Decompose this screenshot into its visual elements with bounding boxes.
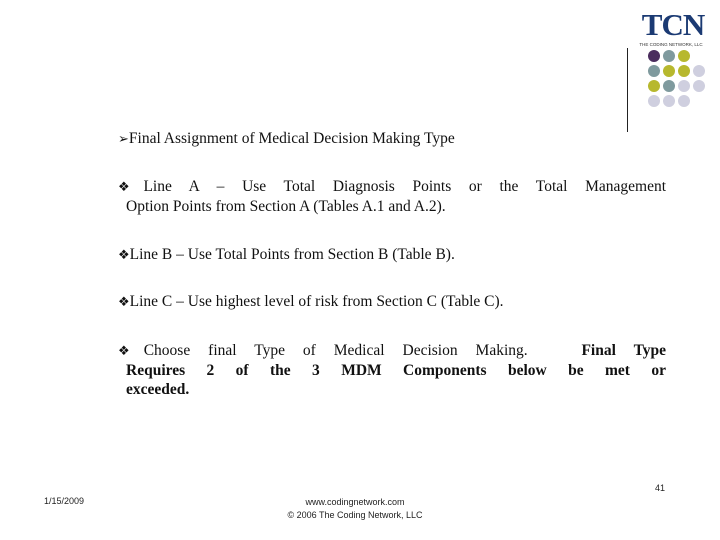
decorative-dot <box>678 80 690 92</box>
slide-heading <box>118 130 455 148</box>
decorative-dot <box>648 95 660 107</box>
decorative-dot <box>648 80 660 92</box>
diamond-bullet-icon: ❖ <box>118 295 130 310</box>
bullet-text: Line C – Use highest level of risk from Section C (Table C). <box>129 293 504 310</box>
bullet-text: Line B – Use Total Points from Section B (Table B). <box>129 246 455 263</box>
diamond-bullet-icon: ❖ <box>118 344 144 359</box>
decorative-divider <box>627 48 628 132</box>
page-number: 41 <box>654 483 665 493</box>
arrow-bullet-icon: ➢ <box>118 132 129 147</box>
logo-text: TCN <box>641 7 705 42</box>
bullet-item <box>118 292 666 312</box>
bullet-item <box>118 341 666 399</box>
bullet-text-continued: Option Points from Section A (Tables A.1 and A.2). <box>126 198 446 215</box>
heading-text: Final Assignment of Medical Decision Making Type <box>128 130 455 147</box>
decorative-dot <box>663 65 675 77</box>
bullet-text: Choose final Type of Medical Decision Making. <box>143 342 528 359</box>
decorative-dot <box>648 50 660 62</box>
footer-date: 1/15/2009 <box>44 496 85 506</box>
decorative-dot <box>693 65 705 77</box>
decorative-dot <box>663 95 675 107</box>
bullet-text-continued: exceeded. <box>126 381 190 398</box>
company-logo <box>630 8 712 48</box>
decorative-dot-grid <box>640 48 720 123</box>
decorative-dot <box>678 95 690 107</box>
bullet-text-continued: Requires 2 of the 3 MDM Components below be met or <box>126 362 666 379</box>
bullet-text: Line A – Use Total Diagnosis Points or the Total Management <box>143 178 667 195</box>
decorative-dot <box>663 50 675 62</box>
decorative-dot <box>693 80 705 92</box>
decorative-dot <box>678 50 690 62</box>
diamond-bullet-icon: ❖ <box>118 248 130 263</box>
decorative-dot <box>663 80 675 92</box>
bullet-text-bold: Final Type <box>581 342 667 359</box>
bullet-item <box>118 177 666 216</box>
footer-website[interactable]: www.codingnetwork.com <box>305 497 405 507</box>
diamond-bullet-icon: ❖ <box>118 180 144 195</box>
decorative-dot <box>648 65 660 77</box>
logo-subtext: THE CODING NETWORK, LLC <box>639 42 703 47</box>
bullet-item <box>118 245 666 265</box>
decorative-dot <box>678 65 690 77</box>
footer-copyright: © 2006 The Coding Network, LLC <box>287 510 423 520</box>
